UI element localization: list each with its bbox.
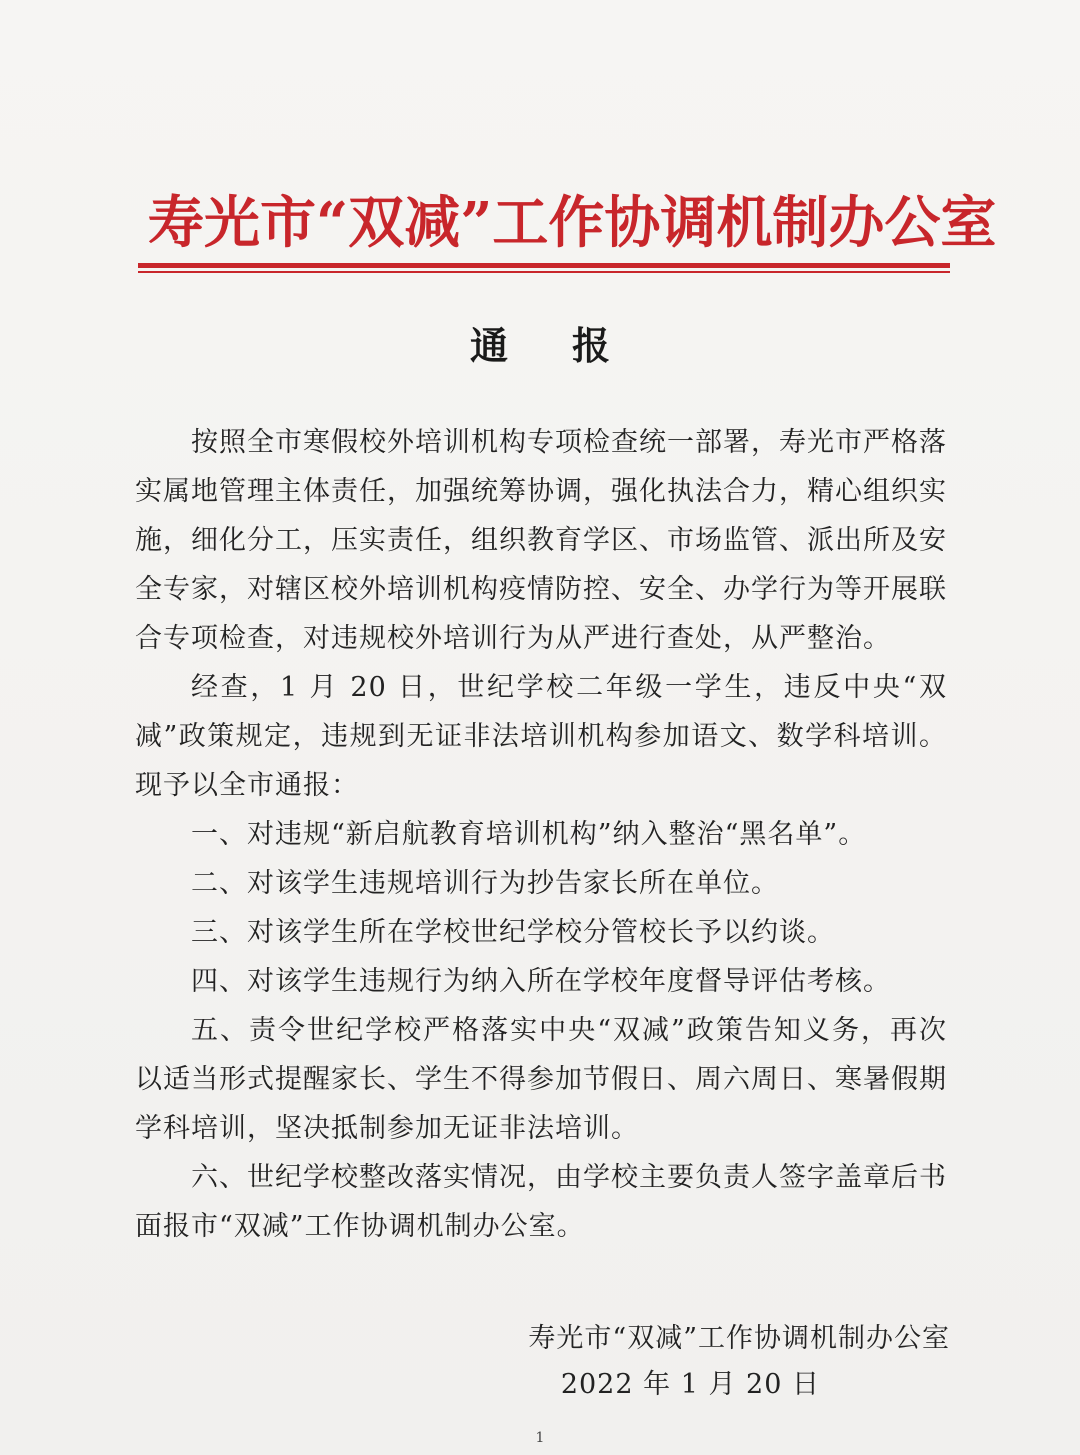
- letterhead: [138, 178, 997, 274]
- body-paragraph-2: 经查，1 月 20 日，世纪学校二年级一学生，违反中央“双减”政策规定，违规到无证非法培训机构参加语文、数学科培训。现予以全市通报：: [135, 672, 947, 801]
- body-paragraph-1: 按照全市寒假校外培训机构专项检查统一部署，寿光市严格落实属地管理主体责任，加强统筹协调，强化执法合力，精心组织实施，细化分工，压实责任，组织教育学区、市场监管、派出所及安全专家，对辖区校外培训机构疫情防控、安全、办学行为等开展联合专项检查，对违规校外培训行为从严进行查处，从严整治。: [135, 427, 947, 654]
- letterhead-rule-thin: [138, 271, 950, 273]
- measure-item-1: 一、对违规“新启航教育培训机构”纳入整治“黑名单”。: [191, 819, 867, 850]
- signature-block: [480, 1316, 950, 1408]
- signature-org: 寿光市“双减”工作协调机制办公室: [528, 1323, 950, 1354]
- measure-item-5: 五、责令世纪学校严格落实中央“双减”政策告知义务，再次以适当形式提醒家长、学生不得参加节假日、周六周日、寒暑假期学科培训，坚决抵制参加无证非法培训。: [135, 1015, 947, 1144]
- letterhead-rule-thick: [138, 263, 950, 268]
- measure-item-6: 六、世纪学校整改落实情况，由学校主要负责人签字盖章后书面报市“双减”工作协调机制办公室。: [135, 1162, 947, 1242]
- measure-item-4: 四、对该学生违规行为纳入所在学校年度督导评估考核。: [191, 966, 891, 997]
- letterhead-title: 寿光市“双减”工作协调机制办公室: [148, 190, 997, 256]
- measure-item-3: 三、对该学生所在学校世纪学校分管校长予以约谈。: [191, 917, 835, 948]
- measure-item-2: 二、对该学生违规培训行为抄告家长所在单位。: [191, 868, 779, 899]
- page-number: 1: [535, 1430, 545, 1446]
- document-body: [135, 418, 947, 1251]
- signature-date: 2022 年 1 月 20 日: [560, 1369, 820, 1400]
- document-type-heading: 通报: [469, 324, 674, 368]
